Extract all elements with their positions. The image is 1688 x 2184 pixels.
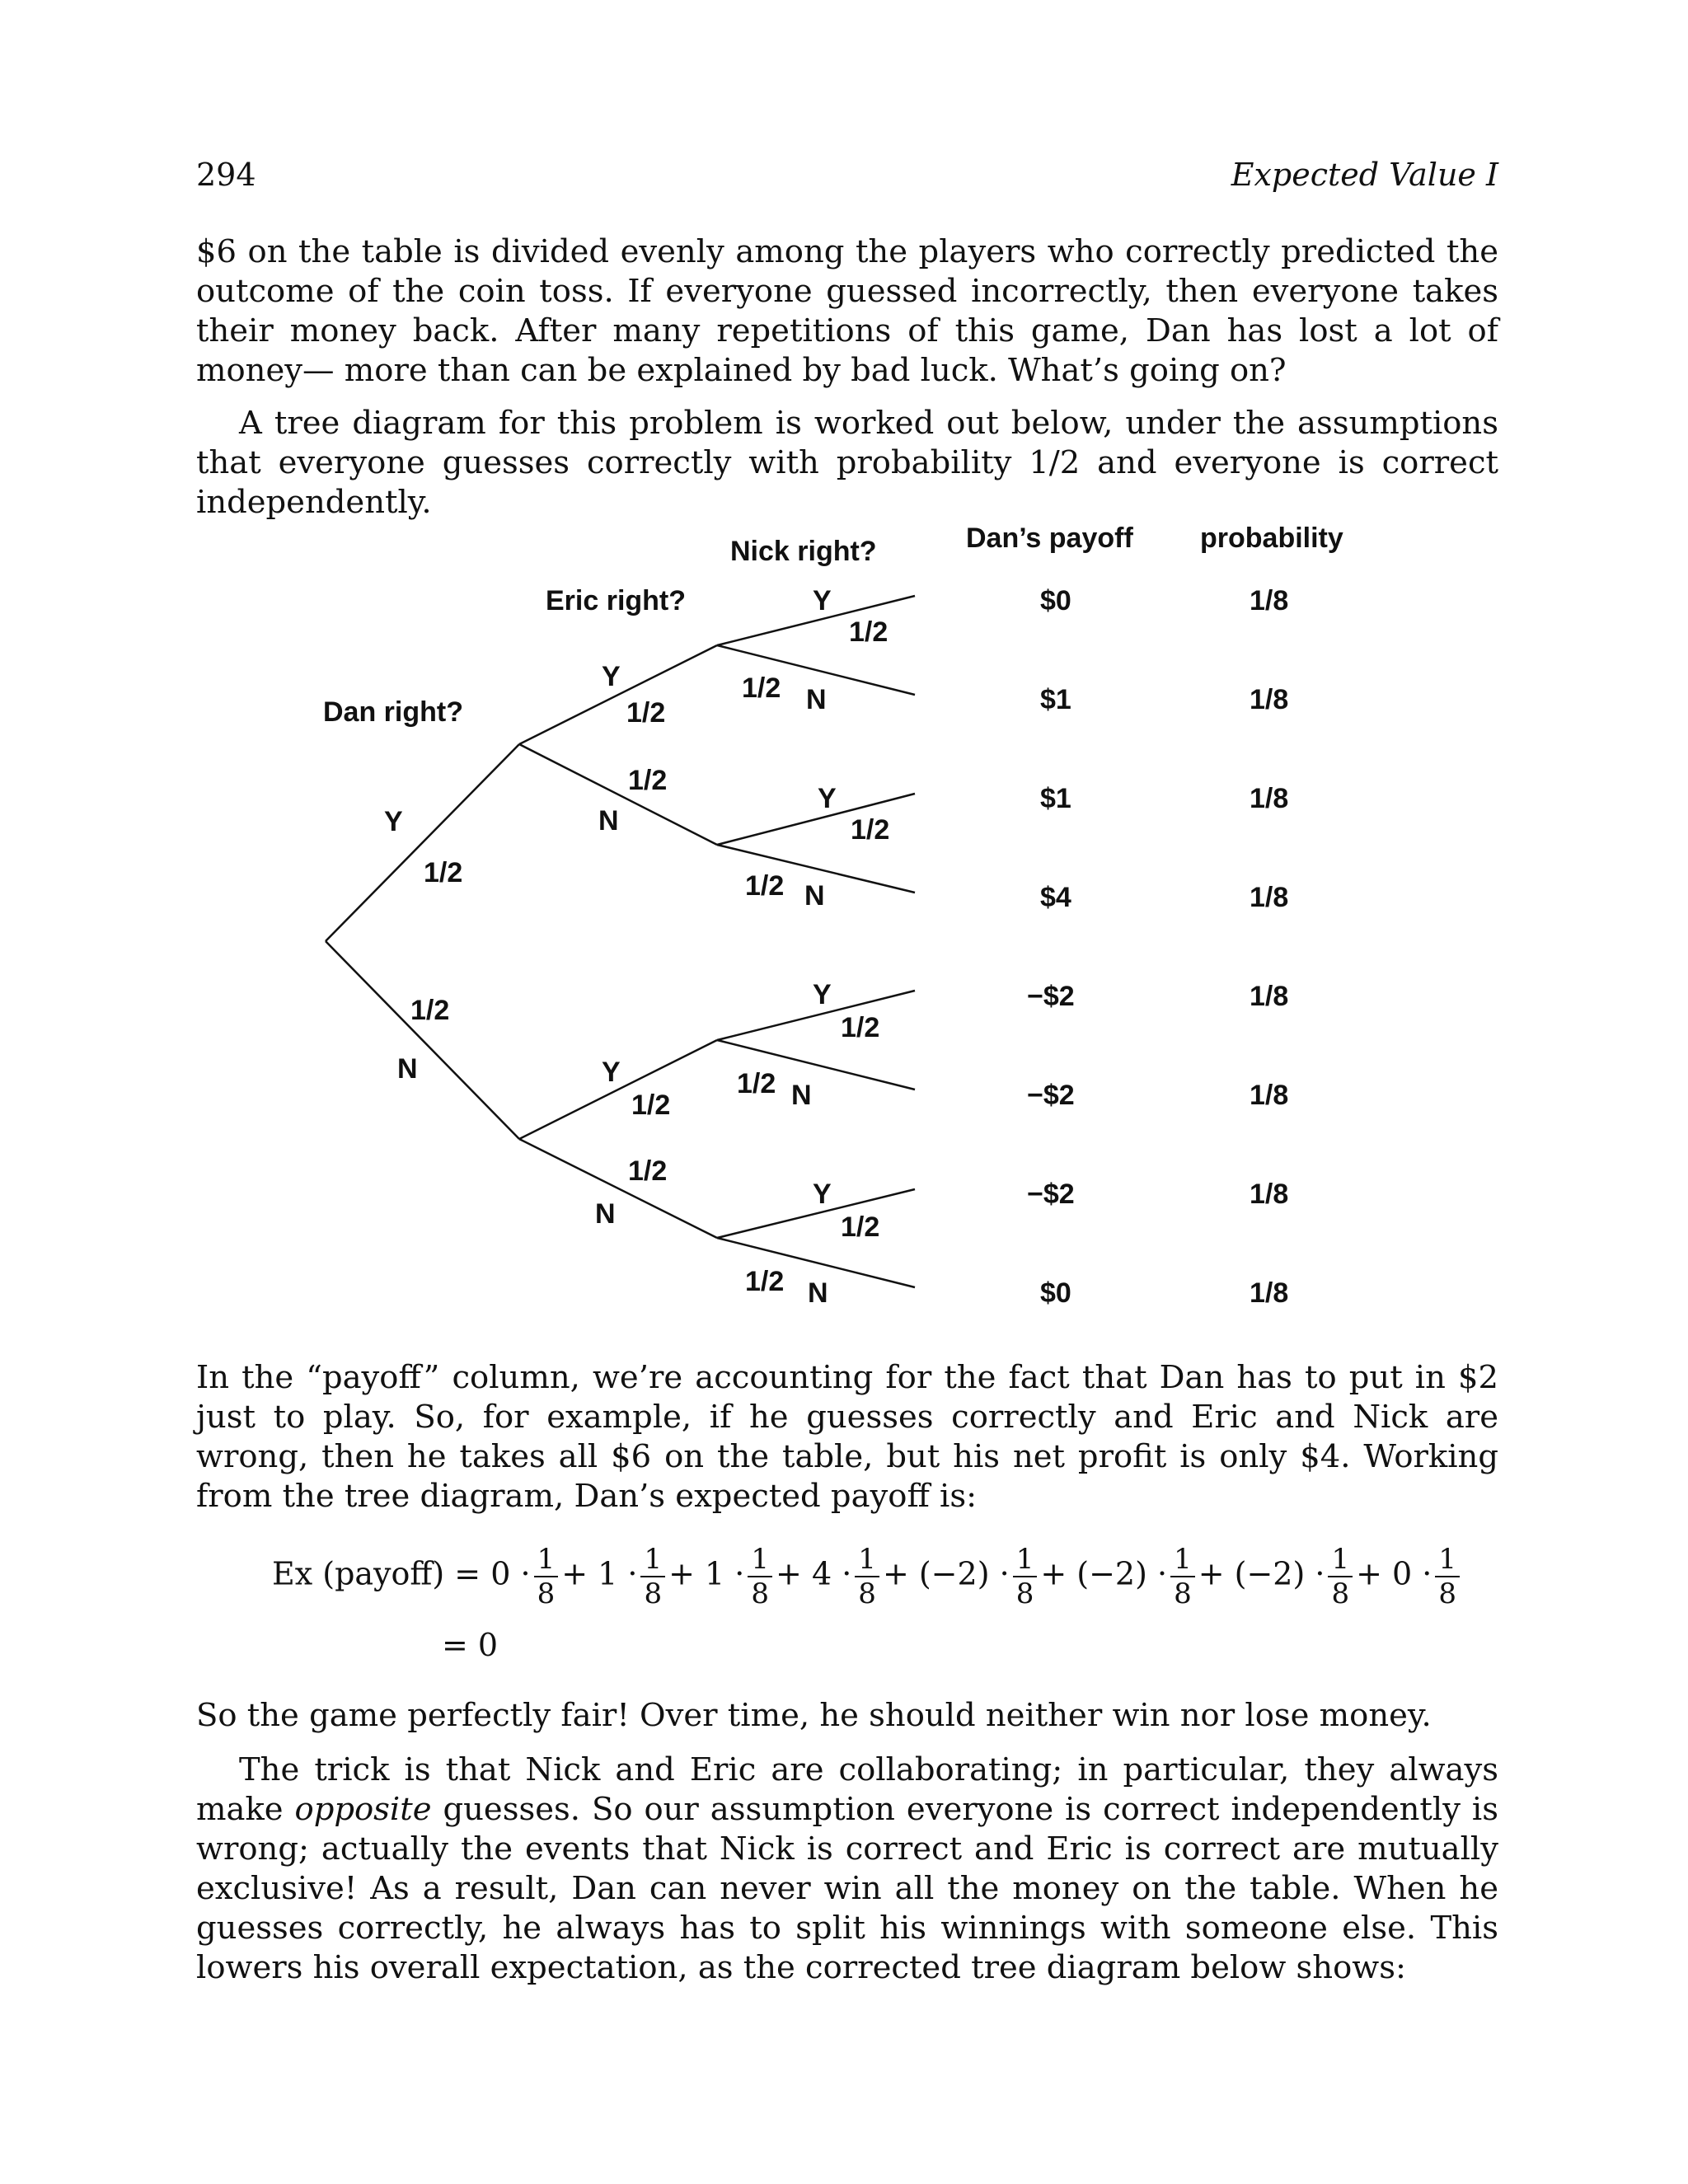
edge-dan-yes	[326, 744, 519, 941]
probability-2: 1/8	[1250, 684, 1289, 715]
payoff-8: $0	[1040, 1277, 1071, 1309]
probability-6: 1/8	[1250, 1080, 1289, 1111]
probability-3: 1/8	[1250, 783, 1289, 814]
label-eric2-n-prob: 1/2	[628, 1155, 668, 1187]
label-dan-n: N	[397, 1053, 418, 1085]
probability-5: 1/8	[1250, 981, 1289, 1012]
label-nick4-n-prob: 1/2	[745, 1266, 785, 1297]
label-nick1-y-prob: 1/2	[849, 616, 889, 648]
fraction: $\frac{1}{8}$	[640, 1543, 665, 1610]
header-eric-right: Eric right?	[546, 585, 687, 616]
label-nick1-n-prob: 1/2	[742, 673, 781, 704]
paragraph-trick-text-2: guesses. So our assumption everyone is correct independently is wrong; actually the events that Nick is correct and Eric is correct are mutually exclusive! As a result, Dan can never win all the money on the table. When he guesses correctly, he always has to split his winnings with someone else. This lowers his overall expectation, as the corrected tree diagram below shows:	[196, 1791, 1498, 1986]
label-nick3-n-prob: 1/2	[737, 1068, 776, 1099]
probability-4: 1/8	[1250, 882, 1289, 913]
fraction: $\frac{1}{8}$	[748, 1543, 772, 1610]
label-nick4-n: N	[808, 1277, 828, 1309]
label-nick3-y: Y	[813, 979, 832, 1010]
label-nick3-n: N	[791, 1080, 812, 1111]
page-number: 294	[196, 157, 256, 193]
label-eric1-y-prob: 1/2	[626, 697, 666, 729]
header-payoff: Dan’s payoff	[966, 523, 1133, 554]
paragraph-trick-italic: opposite	[294, 1791, 432, 1828]
label-nick3-y-prob: 1/2	[841, 1012, 880, 1043]
equation-term: + 0 ·	[1356, 1555, 1432, 1592]
label-nick2-y-prob: 1/2	[851, 814, 890, 846]
equation-term: 0 ·	[490, 1555, 531, 1592]
chapter-title: Expected Value I	[1231, 157, 1498, 193]
probability-1: 1/8	[1250, 585, 1289, 616]
payoff-2: $1	[1040, 684, 1071, 715]
label-nick2-n: N	[804, 880, 825, 912]
fraction: $\frac{1}{8}$	[1328, 1543, 1353, 1610]
header-dan-right: Dan right?	[323, 696, 463, 728]
label-eric1-n: N	[598, 805, 619, 837]
paragraph-trick	[196, 1750, 1498, 1988]
equation-term: + (−2) ·	[882, 1555, 1010, 1592]
paragraph-intro: $6 on the table is divided evenly among the players who correctly predicted the outcome of the coin toss. If everyone guessed incorrectly, then everyone takes their money back. After many repetitions of this game, Dan has lost a lot of money— more than can be explained by bad luck. What’s going on?	[196, 233, 1498, 389]
label-eric2-y: Y	[602, 1057, 621, 1088]
label-dan-y: Y	[384, 806, 403, 837]
label-eric2-y-prob: 1/2	[631, 1090, 671, 1121]
paragraph-tree-intro: A tree diagram for this problem is worked out below, under the assumptions that everyone guesses correctly with probability 1/2 and everyone is correct independently.	[196, 405, 1498, 521]
equation-result: = 0	[442, 1627, 499, 1663]
edge-eric-yes-2	[519, 1040, 717, 1139]
fraction: $\frac{1}{8}$	[1170, 1543, 1195, 1610]
equation-term: + 4 ·	[776, 1555, 852, 1592]
payoff-4: $4	[1040, 882, 1071, 913]
equation-term: + 1 ·	[668, 1555, 745, 1592]
header-probability: probability	[1200, 523, 1343, 554]
header-nick-right: Nick right?	[730, 536, 877, 567]
fraction: $\frac{1}{8}$	[534, 1543, 559, 1610]
payoff-3: $1	[1040, 783, 1071, 814]
payoff-1: $0	[1040, 585, 1071, 616]
fraction: $\frac{1}{8}$	[1435, 1543, 1460, 1610]
probability-7: 1/8	[1250, 1179, 1289, 1210]
label-eric1-n-prob: 1/2	[628, 765, 668, 796]
label-dan-y-prob: 1/2	[424, 857, 463, 888]
equation-lhs: Ex (payoff) =	[272, 1555, 491, 1592]
equation-term: + (−2) ·	[1198, 1555, 1325, 1592]
label-eric2-n: N	[595, 1198, 616, 1230]
label-nick1-n: N	[806, 684, 827, 715]
paragraph-trick-text-1: The trick is that Nick and Eric are collaborating; in particular, they always make	[196, 1751, 1498, 1828]
probability-8: 1/8	[1250, 1277, 1289, 1309]
label-nick4-y-prob: 1/2	[841, 1212, 880, 1243]
payoff-7: −$2	[1027, 1179, 1075, 1210]
label-nick4-y: Y	[813, 1179, 832, 1210]
fraction: $\frac{1}{8}$	[855, 1543, 879, 1610]
equation-term: + 1 ·	[561, 1555, 638, 1592]
paragraph-fair-game: So the game perfectly fair! Over time, he should neither win nor lose money.	[196, 1697, 1432, 1734]
label-dan-n-prob: 1/2	[410, 995, 450, 1026]
label-eric1-y: Y	[602, 661, 621, 692]
payoff-6: −$2	[1027, 1080, 1075, 1111]
payoff-5: −$2	[1027, 981, 1075, 1012]
fraction: $\frac{1}{8}$	[1013, 1543, 1038, 1610]
edge-dan-no	[326, 941, 519, 1139]
label-nick2-n-prob: 1/2	[745, 870, 785, 902]
label-nick1-y: Y	[813, 585, 832, 616]
edge-eric-yes-1	[519, 645, 717, 744]
equation-term: + (−2) ·	[1040, 1555, 1168, 1592]
paragraph-payoff-explanation: In the “payoff” column, we’re accounting for the fact that Dan has to put in $2 just to play. So, for example, if he guesses correctly and Eric and Nick are wrong, then he takes all $6 on the table, but his net profit is only $4. Working from the tree diagram, Dan’s expected payoff is:	[196, 1359, 1498, 1515]
expected-value-equation	[272, 1543, 1463, 1610]
label-nick2-y: Y	[818, 783, 837, 814]
edge-eric-no-2	[519, 1139, 717, 1238]
